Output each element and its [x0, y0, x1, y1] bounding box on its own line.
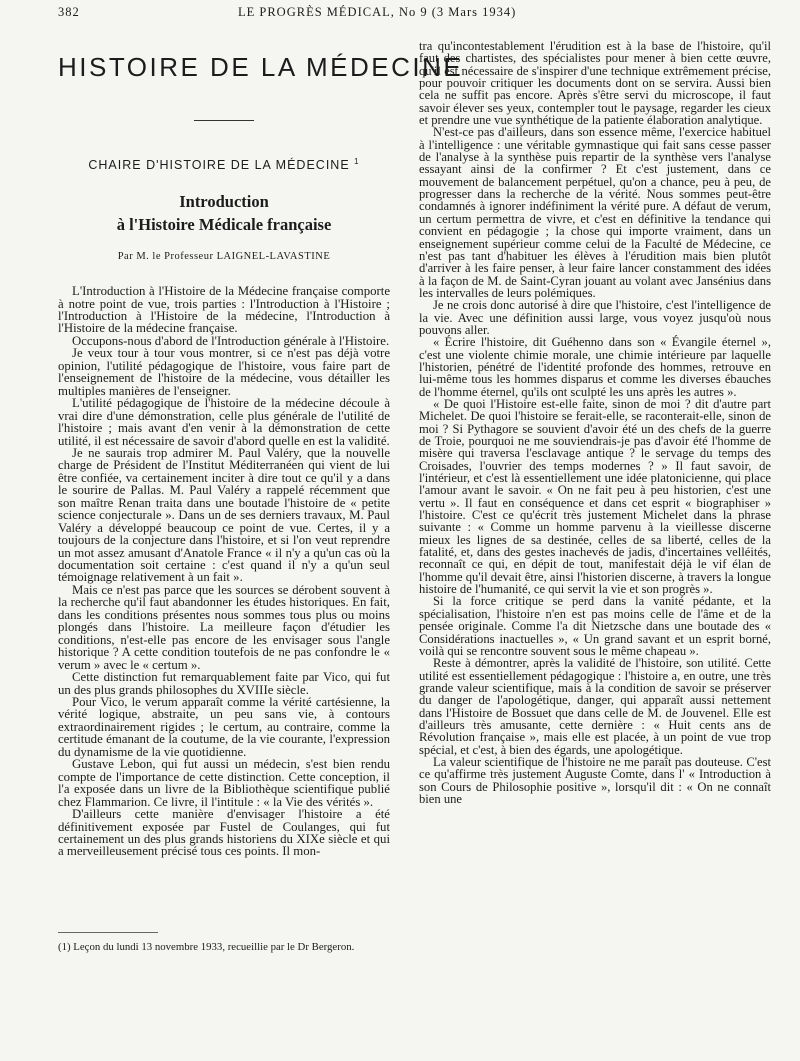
- chair-text: CHAIRE D'HISTOIRE DE LA MÉDECINE: [88, 158, 350, 173]
- article-title-line2: à l'Histoire Médicale française: [116, 214, 332, 234]
- running-header: [58, 3, 770, 21]
- author-byline: Par M. le Professeur LAIGNEL-LAVASTINE: [117, 250, 331, 262]
- left-paragraph: Pour Vico, le verum apparaît comme la vérité cartésienne, la vérité logique, abstraite, un peu sans vie, à contours extraordinairement rigides ; le certum, au contraire, comme la certitude émanant de la coutume, de la vie courante, l'expression du dynamisme de la vie quotidienne.: [58, 695, 390, 759]
- left-paragraph: Occupons-nous d'abord de l'Introduction générale à l'Histoire.: [72, 333, 390, 348]
- article-title-line1: Introduction: [179, 191, 269, 211]
- right-paragraph: tra qu'incontestablement l'érudition est à la base de l'histoire, qu'il faut des chartistes, des spécialistes pour mener à bien cette œuvre, qu'il est nécessaire de s'inspirer d'une technique extrêmement précise, pour pouvoir critiquer les documents dont on se servira. Aussi bien cela ne suffit pas encore. Après s'être servi du microscope, il faut savoir élever ses yeux, contempler tout le paysage, regarder les cieux et prendre une vue synthétique de la patiente élaboration analytique.: [419, 39, 771, 128]
- chair-heading: [58, 156, 390, 172]
- title-divider: [194, 120, 254, 121]
- right-paragraph: La valeur scientifique de l'histoire ne me paraît pas douteuse. C'est ce qu'affirme très justement Auguste Comte, dans l' « Introduction à son Cours de Philosophie positive », lorsqu'il dit : « On ne connaît bien une: [419, 754, 771, 806]
- footnote-text: (1) Leçon du lundi 13 novembre 1933, recueillie par le Dr Bergeron.: [58, 941, 355, 953]
- left-paragraph: L'Introduction à l'Histoire de la Médecine française comporte à notre point de vue, trois parties : l'Introduction à l'Histoire ; l'Introduction à l'Histoire de la médecine, l'Introduction à l'Histoire de la médecine française.: [58, 284, 390, 336]
- left-paragraph: Je veux tour à tour vous montrer, si ce n'est pas déjà votre opinion, l'utilité pédagogique de l'histoire, vous faire part de l'enseignement de l'histoire de la médecine, vous détailler les multiples manières de l'enseigner.: [58, 346, 390, 398]
- section-title: HISTOIRE DE LA MÉDECINE: [58, 52, 464, 82]
- right-column: [419, 40, 771, 805]
- left-column: [58, 40, 464, 859]
- footnote-rule: [58, 932, 158, 933]
- footnote: [58, 932, 390, 953]
- right-paragraph: Reste à démontrer, après la validité de l'histoire, son utilité. Cette utilité est essentiellement pédagogique : l'histoire a, en outre, une très grande valeur scientifique, mais à la condition de savoir se préserver du danger de l'apologétique, danger, qui apparaît aussi nettement dans l'Histoire de Bossuet que dans celle de M. de Jouvenel. Elle est d'ailleurs très amusante, cette dernière : « Huit cents ans de Révolution française », mais elle est placée, à un point de vue trop spécial, et c'est, à bien des égards, une apologétique.: [419, 656, 771, 757]
- left-paragraph: Je ne saurais trop admirer M. Paul Valéry, que la nouvelle charge de Président de l'Institut Méditerranéen qui vient de lui être confiée, va certainement inciter à dire tout ce qu'il y a dans le sourire de Pallas. M. Paul Valéry a rappelé récemment que son maître Renan traita dans une boutade l'histoire de « petite science conjecturale ». Dans un de ses derniers travaux, M. Paul Valéry a développé beaucoup ce point de vue. Certes, il y a toujours de la conjecture dans l'histoire, et si l'on veut reprendre un mot assez amusant d'Anatole France « il n'y a qu'un cas où la documentation soit certaine : c'est quand il n'y a qu'un seul témoignage relativement à un fait ».: [58, 445, 390, 585]
- chair-footnote-marker: 1: [354, 157, 360, 166]
- right-paragraph: « De quoi l'Histoire est-elle faite, sinon de moi ? dit d'autre part Michelet. De quoi l'histoire se ferait-elle, se raconterait-elle, sinon de moi ? Si Pythagore se souvient d'avoir été un des chefs de la guerre de Troie, pourquoi ne me souviendrais-je pas d'avoir été l'homme de misère qui traversa l'esclavage antique ? le servage du temps des Croisades, l'ouvrier des temps modernes ? » Il faut savoir, de l'intérieur, et c'est là essentiellement une idée platonicienne, qui place l'amour avant le savoir. « On ne fait peu à peu historien, c'est une vertu ». Il faut en conséquence et dans cet esprit « biographiser » l'histoire. C'est ce qu'écrit très justement Michelet dans la phrase suivante : « Comme un homme parvenu à la vieillesse discerne mieux les lignes de sa destinée, celles de sa liberté, celles de la fatalité, et, dans des gestes inachevés de jadis, d'incertaines velléités, reconnaît ce qui, en dépit de tout, manifestait déjà le vif élan de l'homme qu'il devait être, ainsi l'historien discerne, à travers la longue histoire de l'humanité, ce qui servit la vie et son progrès ».: [419, 396, 771, 597]
- right-paragraph: Je ne crois donc autorisé à dire que l'histoire, c'est l'intelligence de la vie. Avec une définition aussi large, vous voyez jusqu'où nous pouvons aller.: [419, 298, 771, 337]
- left-paragraph: D'ailleurs cette manière d'envisager l'histoire a été définitivement exposée par Fustel de Coulanges, qui fut certainement un des plus grands historiens du XIXe siècle et qui a merveilleusement précisé tous ces points. Il mon-: [58, 807, 390, 859]
- left-paragraph: L'utilité pédagogique de l'histoire de la médecine découle à vrai dire d'une démonstration, celle plus générale de l'utilité de l'histoire ; mais avant d'en venir à la démonstration de cette utilité, il est nécessaire de savoir d'abord quelle en est la validité.: [58, 396, 390, 448]
- page-number: 382: [58, 5, 80, 19]
- right-paragraph: N'est-ce pas d'ailleurs, dans son essence même, l'exercice habituel à l'intelligence : une véritable gymnastique qui fait sans cesse passer de l'analyse à la synthèse puis repartir de la synthèse vers l'analyse essayant ainsi de la confirmer ? Et c'est justement, dans ce mouvement de balancement perpétuel, qu'on a chance, peu à peu, de progresser dans la recherche de la vérité. Nous sommes peut-être condamnés à ignorer indéfiniment la vérité pure. A défaut de verum, un certum permettra de vivre, et c'est en définitive la tendance qui convient en pédagogie ; la chose qui importe vraiment, dans un enseignement supérieur comme celui de la Faculté de Médecine, ce n'est pas tant d'habituer les élèves à l'érudition mais bien plutôt d'arriver à les faire penser, à leur faire lancer constamment des idées à la façon de M. de Saint-Cyran jouant au volant avec Jansénius dans les intervalles de leurs polémiques.: [419, 125, 771, 300]
- left-paragraph: Mais ce n'est pas parce que les sources se dérobent souvent à la recherche qu'il faut abandonner les études historiques. En fait, dans les conditions présentes nous sommes tous plus ou moins plongés dans l'histoire. La meilleure façon d'étudier les conditions, n'est-elle pas encore de les envisager sous l'angle historique ? A cette condition toutefois de ne pas confondre le « verum » avec le « certum ».: [58, 582, 390, 672]
- running-title: LE PROGRÈS MÉDICAL, No 9 (3 Mars 1934): [238, 5, 517, 19]
- left-paragraph: Cette distinction fut remarquablement faite par Vico, qui fut un des plus grands philosophes du XVIIIe siècle.: [58, 670, 390, 697]
- right-paragraph: Si la force critique se perd dans la vanité pédante, et la spécialisation, l'histoire n'en est pas moins celle de l'âme et de la pensée originale. Comme l'a dit Nietzsche dans une boutade des « Considérations inactuelles », « Un grand savant et un esprit borné, voilà qui se rencontre souvent sous le même chapeau ».: [419, 594, 771, 658]
- left-paragraph: Gustave Lebon, qui fut aussi un médecin, s'est bien rendu compte de l'importance de cette distinction. Cette conception, il l'a exposée dans un livre de la Bibliothèque scientifique publié chez Flammarion. Ce livre, il l'intitule : « la Vie des vérités ».: [58, 757, 390, 809]
- right-paragraph: « Écrire l'histoire, dit Guéhenno dans son « Évangile éternel », c'est une violente chimie morale, une chimie intérieure par laquelle l'historien, pénétré de l'identité profonde des hommes, retrouve en lui-même tous les hommes disparus et comme les diverses ébauches de l'homme éternel, qu'ils ont sculpté les uns après les autres ».: [419, 335, 771, 399]
